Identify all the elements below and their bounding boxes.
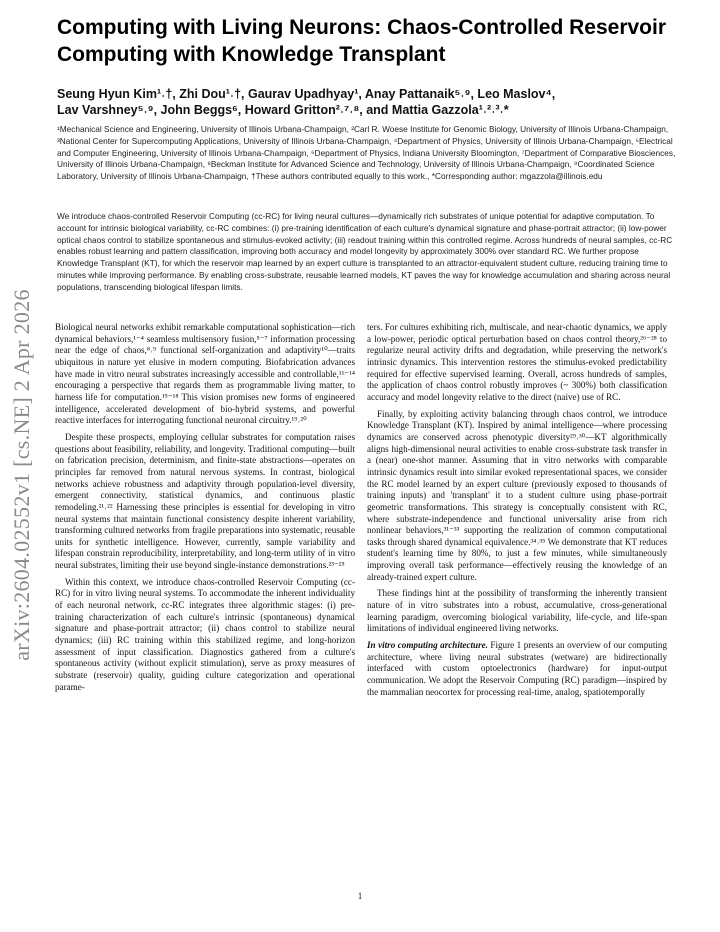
left-column xyxy=(55,322,355,698)
abstract: We introduce chaos-controlled Reservoir Computing (cc-RC) for living neural cultures—dynamically rich substrates of unique potential for adaptive computation. To account for intrinsic biological variability, cc-RC combines: (i) pre-training identification of each culture's dynamical signature and phase-portrait attractor; (ii) low-power optical chaos control to stabilize spontaneous and stimulus-evoked activity; (iii) readout training within this controlled regime. Across hundreds of neural samples, cc-RC enables robust learning and pattern classification, improving both accuracy and model longevity by approximately 300% over standard RC. We further propose Knowledge Transplant (KT), for which the reservoir map learned by an expert culture is transplanted to an attractor-equivalent student culture, reducing training time to minutes while improving performance. By enabling cross-substrate, reusable learned models, KT paves the way for knowledge accumulation and sharing across neural populations, transcending biological lifespan limits. xyxy=(57,211,673,292)
paragraph: Within this context, we introduce chaos-controlled Reservoir Computing (cc-RC) for in vitro living neural systems. To accommodate the inherent individuality of each neuronal network, cc-RC integrates three algorithmic stages: (i) pre-training characterization of each culture's intrinsic (spontaneous) dynamical signature and phase-portrait attractor; (ii) chaos control to stabilize neural dynamics; (iii) RC training within this stabilized regime, and long-horizon assessment of input classification. Diagnostics gathered from a culture's spontaneous activity (without explicit stimulation), serve as proxy measures of substrate (reservoir) quality, guiding culture categorization and operational parame- xyxy=(55,576,355,692)
paper-title: Computing with Living Neurons: Chaos-Controlled Reservoir Computing with Knowledge Transplant xyxy=(57,16,667,66)
paragraph: Despite these prospects, employing cellular substrates for computation raises questions about feasibility, reliability, and longevity. Traditional computing—built on fabrication precision, determinism, and finite-state abstractions—operates on principles far removed from natural nervous systems. In contrast, biological networks achieve robustness and adaptivity through population-level diversity, emergent connectivity, statistical dynamics, and continuous plastic remodeling.²¹˒²² Harnessing these principles is essential for developing in vitro neural systems that maintain functional consistency despite inherent variability, transforming cultured networks from fragile preparations into systematic, reusable units for synthetic intelligence. However, currently, sample variability and lifespan constrain reproducibility, interpretability, and long-term utility of in vitro neural substrates, limiting their use beyond single-instance demonstrations.²³⁻²⁵ xyxy=(55,431,355,571)
arxiv-identifier xyxy=(2,280,42,670)
author-list xyxy=(57,86,677,118)
paragraph: These findings hint at the possibility of transforming the inherently transient nature of in vitro substrates into a robust, accumulative, cross-generational learning paradigm, overcoming biological variability, life-cycle, and life-span limitations of individual engineered living networks. xyxy=(367,588,667,634)
paragraph: ters. For cultures exhibiting rich, multiscale, and near-chaotic dynamics, we apply a low-power, periodic optical perturbation based on chaos control theory,²⁶⁻²⁸ to regularize neural activity drifts and degradation, while preserving the network's intrinsic dynamics. This intervention restores the stimulus-evoked predictability required for effective supervised learning. Overall, across hundreds of samples, the application of chaos control robustly improves (~ 300%) both classification accuracy and model longevity relative to the direct (naive) use of RC. xyxy=(367,322,667,402)
page-number: 1 xyxy=(357,891,363,901)
section-text: Figure 1 presents an overview of our computing architecture, where living neural substrates (wetware) are bidirectionally interfaced with custom optoelectronics (hardware) for input-output communication. We adopt the Reservoir Computing (RC) paradigm—inspired by the mammalian neocortex for processing real-time, analog, spatiotemporally xyxy=(367,640,667,697)
arxiv-identifier-text: arXiv:2604.02552v1 [cs.NE] 2 Apr 2026 xyxy=(9,289,34,661)
author-line-2: Lav Varshney⁵˒⁹, John Beggs⁶, Howard Gritton²˒⁷˒⁸, and Mattia Gazzola¹˒²˒³˒* xyxy=(57,103,509,117)
right-column xyxy=(367,322,667,703)
affiliations: ¹Mechanical Science and Engineering, University of Illinois Urbana-Champaign, ²Carl R. Woese Institute for Genomic Biology, University of Illinois Urbana-Champaign, ³National Center for Supercomputing Applications, University of Illinois Urbana-Champaign, ⁴Department of Physics, University of Illinois Urbana-Champaign, ⁵Electrical and Computer Engineering, University of Illinois Urbana-Champaign, ⁶Department of Physics, Indiana University Bloomington, ⁷Department of Comparative Biosciences, University of Illinois Urbana-Champaign, ⁸Beckman Institute for Advanced Science and Technology, University of Illinois Urbana-Champaign, ⁹Coordinated Science Laboratory, University of Illinois Urbana-Champaign, †These authors contributed equally to this work., *Corresponding author: mgazzola@illinois.edu xyxy=(57,124,676,182)
paragraph: Finally, by exploiting activity balancing through chaos control, we introduce Knowledge Transplant (KT). Inspired by animal intelligence—where processing dynamics are conserved across phenotypic diversity²⁹˒³⁰—KT algorithmically aligns high-dimensional neural activities to enable cross-substrate task transfer in a (near) one-shot manner. Assuming that in vitro networks with comparable intrinsic dynamics result into similar evoked representational spaces, we consider the RC model learned by an expert culture (previously exposed to thousands of training inputs) and 'transplant' it to a student culture using phase-portrait geometric transformations. This strategy is conceptually consistent with RC, where substrate-independence and functional universality arise from rich nonlinear behaviors,³¹⁻³³ supporting the realization of common computational tasks through shared dynamical equivalence.³⁴˒³⁵ We demonstrate that KT reduces student's learning time by 80%, to just a few minutes, while simultaneously improving overall task performance—effectively reusing the knowledge of an already-trained expert culture. xyxy=(367,408,667,582)
section-heading: In vitro computing architecture. xyxy=(367,640,488,651)
paragraph: Biological neural networks exhibit remarkable computational sophistication—rich dynamical behaviors,¹⁻⁴ seamless multisensory fusion,⁵⁻⁷ information processing near the edge of chaos,⁸˒⁹ functional self-organization and adaptivity¹⁰—traits ubiquitous in nature yet elusive in modern computing. Biofabrication advances have made in vitro neural substrates increasingly accessible and controllable,¹¹⁻¹⁴ encouraging a perspective that regards them as programmable living matter, to harness life for computation.¹⁵⁻¹⁸ This vision promises new forms of engineered intelligence, accelerated development of bio-hybrid systems, and powerful reactive interfaces for interrogating functional neuronal circuitry.¹⁹˒²⁰ xyxy=(55,322,355,426)
section-paragraph xyxy=(367,640,667,698)
author-line-1: Seung Hyun Kim¹˒†, Zhi Dou¹˒†, Gaurav Upadhyay¹, Anay Pattanaik⁵˒⁹, Leo Maslov⁴, xyxy=(57,87,556,101)
